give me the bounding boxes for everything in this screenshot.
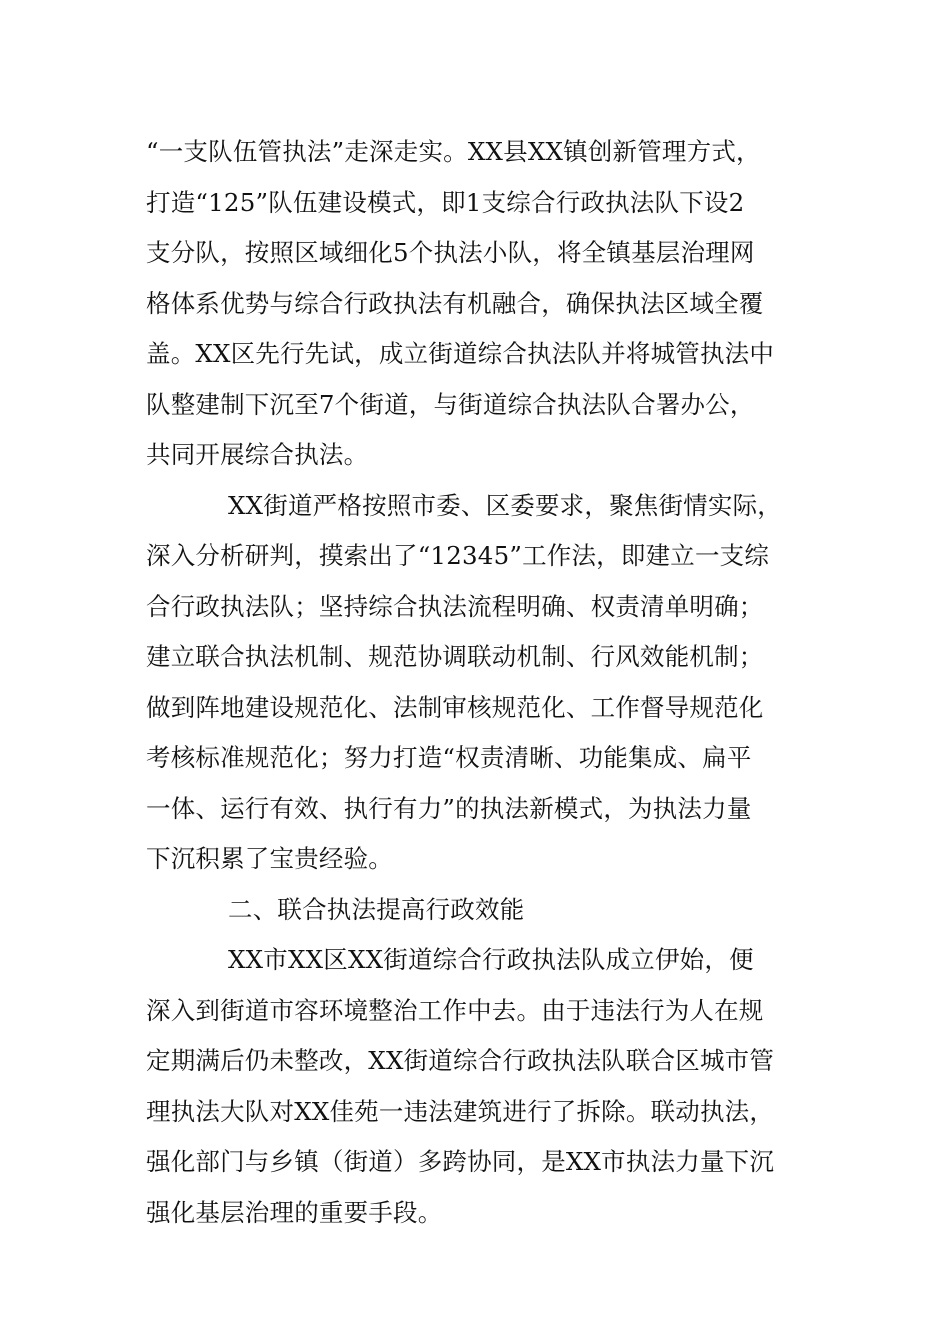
text-line: 一体、运行有效、执行有力”的执法新模式，为执法力量 bbox=[146, 793, 752, 823]
text-line: 格体系优势与综合行政执法有机融合，确保执法区域全覆 bbox=[146, 288, 764, 318]
text-line: 强化部门与乡镇（街道）多跨协同，是XX市执法力量下沉 bbox=[146, 1147, 775, 1176]
text-line: 队整建制下沉至7个街道，与街道综合执法队合署办公， bbox=[146, 389, 755, 419]
text-line: 支分队，按照区域细化5个执法小队，将全镇基层治理网 bbox=[146, 238, 755, 267]
text-line: 打造“125”队伍建设模式，即1支综合行政执法队下设2 bbox=[146, 187, 745, 217]
text-line: 理执法大队对XX佳苑一违法建筑进行了拆除。联动执法， bbox=[146, 1096, 775, 1126]
text-line: 强化基层治理的重要手段。 bbox=[146, 1197, 443, 1227]
section-heading: 二、联合执法提高行政效能 bbox=[228, 894, 525, 924]
text-line: 考核标准规范化；努力打造“权责清晰、功能集成、扁平 bbox=[146, 743, 752, 772]
paragraph-first-line: XX市XX区XX街道综合行政执法队成立伊始，便 bbox=[228, 945, 754, 974]
text-line: 深入到街道市容环境整治工作中去。由于违法行为人在规 bbox=[146, 995, 764, 1025]
text-line: 下沉积累了宝贵经验。 bbox=[146, 844, 393, 873]
text-line: 盖。XX区先行先试，成立街道综合执法队并将城管执法中 bbox=[146, 339, 775, 368]
text-line: 合行政执法队；坚持综合执法流程明确、权责清单明确； bbox=[146, 591, 764, 621]
text-line: 定期满后仍未整改，XX街道综合行政执法队联合区城市管 bbox=[146, 1046, 775, 1075]
text-line: 共同开展综合执法。 bbox=[146, 440, 369, 469]
text-line: 深入分析研判，摸索出了“12345”工作法，即建立一支综 bbox=[146, 541, 770, 570]
text-line: 建立联合执法机制、规范协调联动机制、行风效能机制； bbox=[146, 642, 764, 671]
text-line: “一支队伍管执法”走深走实。XX县XX镇创新管理方式， bbox=[146, 137, 761, 166]
paragraph-first-line: XX街道严格按照市委、区委要求，聚焦街情实际， bbox=[228, 490, 782, 520]
text-line: 做到阵地建设规范化、法制审核规范化、工作督导规范化 bbox=[146, 692, 764, 722]
